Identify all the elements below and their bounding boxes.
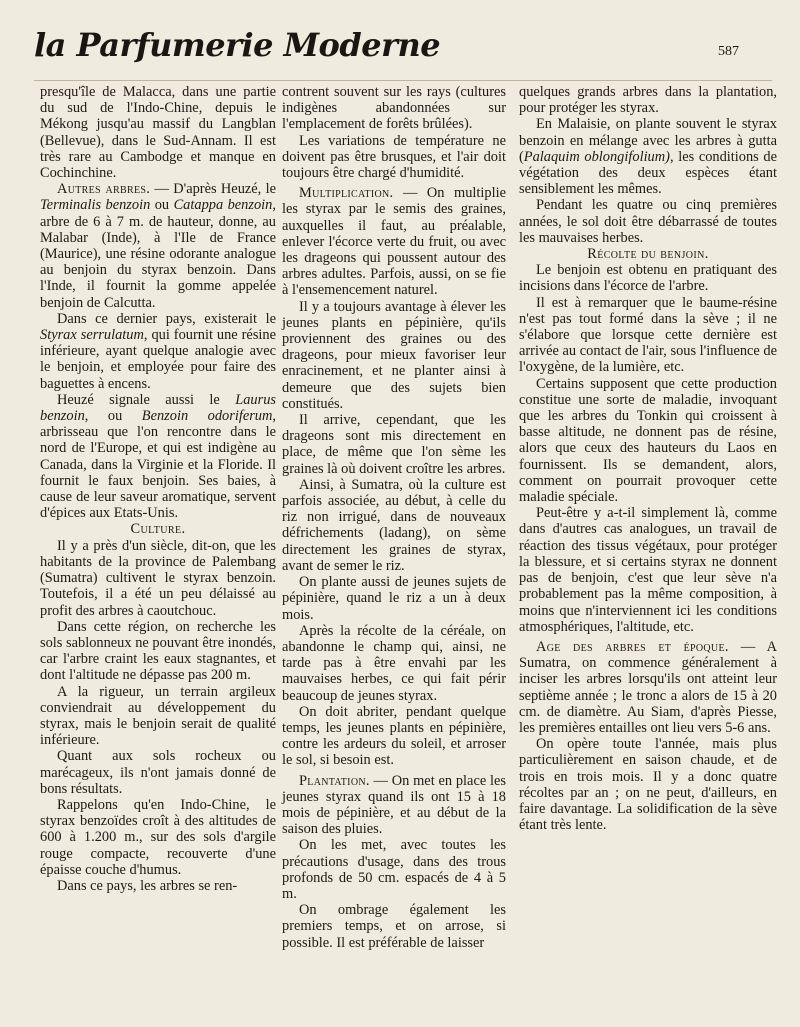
paragraph: Quant aux sols rocheux ou marécageux, ils n'ont jamais donné de bons résultats. <box>40 748 276 797</box>
paragraph: Ainsi, à Sumatra, où la culture est parfois associée, au début, à celle du riz non irrigué, dans de nouveaux défrichements (ladang), on sème directement les graines de styrax, avant de semer le riz. <box>282 476 506 574</box>
paragraph: Certains supposent que cette production constitue une sorte de maladie, invoquant que les arbres du Tonkin qui croissent à basse altitude, ne donnent pas de résine, alors que ceux des hauteurs du Laos en fournissent. Ils se demandent, alors, comment on pourrait provoquer cette maladie spéciale. <box>519 375 777 506</box>
paragraph-plantation <box>282 773 506 838</box>
paragraph: On doit abriter, pendant quelque temps, les jeunes plants en pépinière, contre les ardeurs du soleil, et arroser le sol, si besoin est. <box>282 703 506 769</box>
text-span: , ou <box>84 408 142 425</box>
paragraph: Dans cette région, on recherche les sols sablonneux ne pouvant être inondés, car l'arbre craint les eaux stagnantes, et dont l'altitude ne dépasse pas 200 m. <box>40 618 276 684</box>
text-column-3 <box>519 84 777 833</box>
text-span: , qui fournit une résine inférieure, ayant quelque analogie avec le benjoin, et employée pour faire des baguettes à encens. <box>40 327 276 392</box>
paragraph: Il y a près d'un siècle, dit-on, que les habitants de la province de Palembang (Sumatra) cultivent le styrax benzoin. Toutefois, il a été un peu délaissé au profit des arbres à caoutchouc. <box>40 537 276 619</box>
paragraph: Le benjoin est obtenu en pratiquant des incisions dans l'écorce de l'arbre. <box>519 262 777 295</box>
text-span: — D'après Heuzé, le <box>150 181 276 198</box>
species-name: Terminalis benzoin <box>40 197 151 214</box>
paragraph: Il est à remarquer que le baume-résine n'est pas tout formé dans la sève ; il ne s'élabore que lorsque cette dernière est arrivée au contact de l'air, sous l'influence de l'oxygène, de la lumière, etc. <box>519 294 777 376</box>
paragraph: Dans ce pays, les arbres se ren- <box>57 877 238 894</box>
paragraph: Peut-être y a-t-il simplement là, comme dans d'autres cas analogues, un travail de réaction des tissus végétaux, pour protéger la blessure, et si certains styrax ne donnent pas de benjoin, c'est que leur sève n'a probablement pas la même composition, à moins que n'interviennent ici les conditions atmosphériques, l'altitude, etc. <box>519 505 777 635</box>
section-heading-recolte: Récolte du benjoin. <box>587 246 709 263</box>
text-span: Heuzé signale aussi le <box>57 391 236 408</box>
text-span: En Malaisie, on plante souvent le styrax benzoin en mélange avec les arbres à gutta ( <box>519 116 777 165</box>
paragraph-autres-arbres <box>40 181 276 311</box>
inline-heading: Autres arbres. <box>57 181 151 198</box>
paragraph <box>40 392 276 522</box>
species-name: Styrax serrulatum <box>40 327 144 344</box>
inline-heading: Age des arbres et époque. <box>536 638 729 655</box>
text-column-2 <box>282 84 506 951</box>
text-span: , arbrisseau que l'on rencontre dans le nord de l'Europe, et qui est indigène au Canada, dans la Virginie et la Floride. Il fournit le faux benjoin. Ses baies, à cause de leur saveur aromatique, servent d'épices aux Etats-Unis. <box>40 408 277 522</box>
paragraph: presqu'île de Malacca, dans une partie du sud de l'Indo-Chine, depuis le Mékong jusqu'au massif du Langblan (Bellevue), dans le Sud-Annam. Il est très rare au Cambodge et manque en Cochinchine. <box>40 84 276 182</box>
paragraph: Il arrive, cependant, que les drageons sont mis directement en place, de même que l'on sème les graines là où doivent croître les arbres. <box>282 412 506 477</box>
paragraph <box>519 116 777 197</box>
text-span: — A Sumatra, on commence généralement à inciser les arbres lorsqu'ils ont atteint leur septième année ; le tronc a alors de 15 à 20 cm. de diamètre. Au Siam, d'après Piesse, les premières entailles ont lieu vers 5-6 ans. <box>519 638 777 736</box>
paragraph: Rappelons qu'en Indo-Chine, le styrax benzoïdes croît à des altitudes de 600 à 1.200 m., sur des sols d'argile rouge compacte, recouverte d'une épaisse couche d'humus. <box>40 796 276 878</box>
paragraph: On plante aussi de jeunes sujets de pépinière, quand le riz a un à deux mois. <box>282 574 506 623</box>
paragraph-multiplication <box>282 185 506 298</box>
text-column-1 <box>40 84 276 894</box>
paragraph: On ombrage également les premiers temps, et on arrose, si possible. Il est préférable de laisser <box>282 902 506 951</box>
paragraph-age-des-arbres <box>519 639 777 736</box>
species-name: Catappa benzoin <box>173 197 273 214</box>
page-number: 587 <box>718 44 739 59</box>
paragraph: Pendant les quatre ou cinq premières années, le sol doit être débarrassé de toutes les mauvaises herbes. <box>519 197 777 246</box>
inline-heading: Multiplication. <box>299 185 394 202</box>
text-span: , arbre de 6 à 7 m. de hauteur, donne, au Malabar (Inde), à l'Ile de France (Maurice), une résine odorante analogue au benjoin du styrax benzoin. Dans l'Inde, il fournit la gomme appelée benjoin de Calcutta. <box>40 197 276 311</box>
paragraph: Après la récolte de la céréale, on abandonne le champ qui, ainsi, ne tarde pas à être envahi par les mauvaises herbes, ce qui fait périr beaucoup de jeunes styrax. <box>282 622 506 704</box>
paragraph: Il y a toujours avantage à élever les jeunes plants en pépinière, qu'ils proviennent des graines ou des drageons, pour mieux favoriser leur enracinement, et ne planter ainsi à demeure que des sujets bien constitués. <box>282 298 506 412</box>
paragraph: Les variations de température ne doivent pas être brusques, et l'air doit toujours être chargé d'humidité. <box>282 132 506 182</box>
paragraph: contrent souvent sur les rays (cultures indigènes abandonnées sur l'emplacement de forêts brûlées). <box>282 84 506 133</box>
species-name: Palaquim oblongifolium) <box>523 148 670 165</box>
text-span: Dans ce dernier pays, existerait le <box>57 310 276 327</box>
paragraph <box>40 311 276 392</box>
header-rule <box>34 80 772 81</box>
text-span: — On met en place les jeunes styrax quand ils ont 15 à 18 mois de pépinière, et au début de la saison des pluies. <box>282 772 506 838</box>
paragraph: On opère toute l'année, mais plus particulièrement en saison chaude, et de trois en trois mois. Il y a donc quatre récoltes par an ; on ne peut, d'ailleurs, en faire davantage. La solidification de la sève étant très lente. <box>519 736 777 834</box>
inline-heading: Plantation. <box>299 772 370 789</box>
text-span: — On multiplie les styrax par le semis des graines, auxquelles il faut, au préalable, enlever l'écorce verte du fruit, ou avec les drageons qui poussent autour des arbres adultes. Parfois, aussi, on se fie à l'ensemencement naturel. <box>282 185 506 299</box>
species-name: Benzoin odoriferum <box>141 408 273 425</box>
paragraph: quelques grands arbres dans la plantation, pour protéger les styrax. <box>519 84 777 117</box>
paragraph: A la rigueur, un terrain argileux conviendrait au développement du styrax, mais le benjoin serait de qualité inférieure. <box>40 683 276 749</box>
text-span: , les conditions de végétation des deux espèces étant sensiblement les mêmes. <box>519 148 777 198</box>
species-name: Laurus benzoin <box>40 391 276 425</box>
section-heading-culture: Culture. <box>130 521 186 538</box>
journal-masthead: la Parfumerie Moderne <box>34 26 441 64</box>
paragraph: On les met, avec toutes les précautions d'usage, dans des trous profonds de 50 cm. espacés de 4 à 5 m. <box>282 837 506 902</box>
text-span: ou <box>150 197 174 214</box>
